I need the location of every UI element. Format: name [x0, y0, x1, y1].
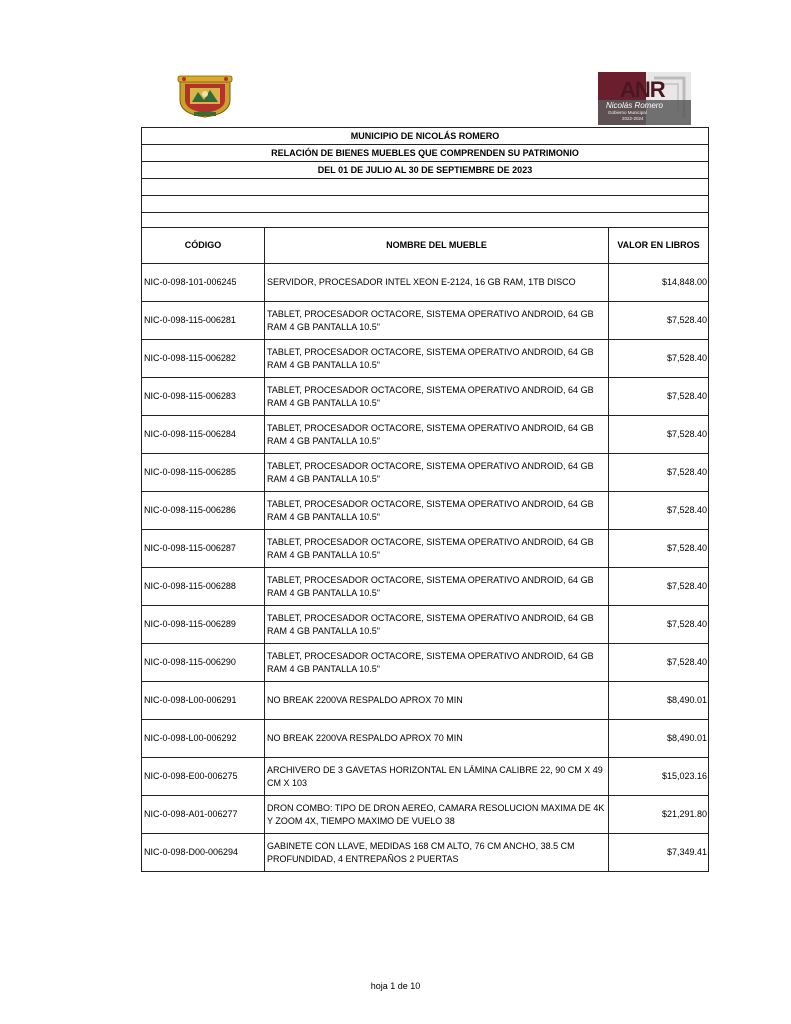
item-name: NO BREAK 2200VA RESPALDO APROX 70 MIN: [265, 720, 609, 758]
item-code: NIC-0-098-115-006282: [142, 340, 265, 378]
item-value: $7,528.40: [609, 416, 709, 454]
item-code: NIC-0-098-E00-006275: [142, 758, 265, 796]
item-name: ARCHIVERO DE 3 GAVETAS HORIZONTAL EN LÁMINA CALIBRE 22, 90 CM X 49 CM X 103: [265, 758, 609, 796]
item-name: TABLET, PROCESADOR OCTACORE, SISTEMA OPERATIVO ANDROID, 64 GB RAM 4 GB PANTALLA 10.5": [265, 568, 609, 606]
item-code: NIC-0-098-115-006284: [142, 416, 265, 454]
item-code: NIC-0-098-115-006286: [142, 492, 265, 530]
item-code: NIC-0-098-115-006290: [142, 644, 265, 682]
table-row: [142, 530, 709, 568]
municipality-title: MUNICIPIO DE NICOLÁS ROMERO: [142, 128, 709, 145]
anr-sub: Gobierno Municipal: [608, 110, 647, 115]
item-name: TABLET, PROCESADOR OCTACORE, SISTEMA OPERATIVO ANDROID, 64 GB RAM 4 GB PANTALLA 10.5": [265, 530, 609, 568]
item-name: DRON COMBO: TIPO DE DRON AEREO, CAMARA RESOLUCION MAXIMA DE 4K Y ZOOM 4X, TIEMPO MAXIMO DE VUELO 38: [265, 796, 609, 834]
item-value: $7,528.40: [609, 340, 709, 378]
item-name: TABLET, PROCESADOR OCTACORE, SISTEMA OPERATIVO ANDROID, 64 GB RAM 4 GB PANTALLA 10.5": [265, 492, 609, 530]
table-row: [142, 340, 709, 378]
item-name: TABLET, PROCESADOR OCTACORE, SISTEMA OPERATIVO ANDROID, 64 GB RAM 4 GB PANTALLA 10.5": [265, 454, 609, 492]
table-row: [142, 416, 709, 454]
anr-years: 2022-2024: [622, 116, 644, 121]
table-row: [142, 682, 709, 720]
column-header-name: NOMBRE DEL MUEBLE: [265, 228, 609, 264]
item-code: NIC-0-098-115-006281: [142, 302, 265, 340]
table-row: [142, 644, 709, 682]
item-value: $7,528.40: [609, 454, 709, 492]
table-row: [142, 568, 709, 606]
report-title: RELACIÓN DE BIENES MUEBLES QUE COMPRENDEN SU PATRIMONIO: [142, 145, 709, 162]
item-value: $8,490.01: [609, 720, 709, 758]
item-name: SERVIDOR, PROCESADOR INTEL XEON E-2124, 16 GB RAM, 1TB DISCO: [265, 264, 609, 302]
table-row: [142, 378, 709, 416]
blank-row: [142, 196, 709, 213]
item-name: TABLET, PROCESADOR OCTACORE, SISTEMA OPERATIVO ANDROID, 64 GB RAM 4 GB PANTALLA 10.5": [265, 644, 609, 682]
item-value: $8,490.01: [609, 682, 709, 720]
item-value: $7,349.41: [609, 834, 709, 872]
report-period: DEL 01 DE JULIO AL 30 DE SEPTIEMBRE DE 2023: [142, 162, 709, 179]
table-row: [142, 264, 709, 302]
item-value: $21,291.80: [609, 796, 709, 834]
column-header-code: CÓDIGO: [142, 228, 265, 264]
item-value: $7,528.40: [609, 378, 709, 416]
item-code: NIC-0-098-A01-006277: [142, 796, 265, 834]
page-number: hoja 1 de 10: [370, 981, 421, 991]
item-value: $15,023.16: [609, 758, 709, 796]
item-name: TABLET, PROCESADOR OCTACORE, SISTEMA OPERATIVO ANDROID, 64 GB RAM 4 GB PANTALLA 10.5": [265, 606, 609, 644]
item-value: $7,528.40: [609, 568, 709, 606]
item-name: NO BREAK 2200VA RESPALDO APROX 70 MIN: [265, 682, 609, 720]
item-code: NIC-0-098-115-006289: [142, 606, 265, 644]
item-code: NIC-0-098-115-006283: [142, 378, 265, 416]
item-value: $7,528.40: [609, 606, 709, 644]
table-row: [142, 302, 709, 340]
table-row: [142, 758, 709, 796]
anr-logo: [598, 72, 691, 125]
anr-name: Nicolás Romero: [606, 101, 663, 110]
inventory-table: [141, 127, 709, 872]
blank-row: [142, 179, 709, 196]
item-name: TABLET, PROCESADOR OCTACORE, SISTEMA OPERATIVO ANDROID, 64 GB RAM 4 GB PANTALLA 10.5": [265, 302, 609, 340]
table-row: [142, 492, 709, 530]
item-name: TABLET, PROCESADOR OCTACORE, SISTEMA OPERATIVO ANDROID, 64 GB RAM 4 GB PANTALLA 10.5": [265, 416, 609, 454]
item-value: $7,528.40: [609, 530, 709, 568]
item-name: TABLET, PROCESADOR OCTACORE, SISTEMA OPERATIVO ANDROID, 64 GB RAM 4 GB PANTALLA 10.5": [265, 378, 609, 416]
item-code: NIC-0-098-101-006245: [142, 264, 265, 302]
item-name: GABINETE CON LLAVE, MEDIDAS 168 CM ALTO, 76 CM ANCHO, 38.5 CM PROFUNDIDAD, 4 ENTREPAÑOS 2 PUERTAS: [265, 834, 609, 872]
item-code: NIC-0-098-115-006287: [142, 530, 265, 568]
item-value: $7,528.40: [609, 644, 709, 682]
blank-row: [142, 213, 709, 228]
item-code: NIC-0-098-D00-006294: [142, 834, 265, 872]
item-code: NIC-0-098-115-006288: [142, 568, 265, 606]
item-code: NIC-0-098-115-006285: [142, 454, 265, 492]
item-value: $7,528.40: [609, 492, 709, 530]
anr-letters: ANR: [620, 77, 665, 102]
table-row: [142, 834, 709, 872]
column-header-value: VALOR EN LIBROS: [609, 228, 709, 264]
column-header-row: [142, 228, 709, 264]
municipal-coat-of-arms-icon: [176, 72, 234, 118]
table-row: [142, 454, 709, 492]
item-value: $14,848.00: [609, 264, 709, 302]
table-row: [142, 720, 709, 758]
table-row: [142, 606, 709, 644]
item-value: $7,528.40: [609, 302, 709, 340]
item-code: NIC-0-098-L00-006291: [142, 682, 265, 720]
item-name: TABLET, PROCESADOR OCTACORE, SISTEMA OPERATIVO ANDROID, 64 GB RAM 4 GB PANTALLA 10.5": [265, 340, 609, 378]
item-code: NIC-0-098-L00-006292: [142, 720, 265, 758]
table-row: [142, 796, 709, 834]
